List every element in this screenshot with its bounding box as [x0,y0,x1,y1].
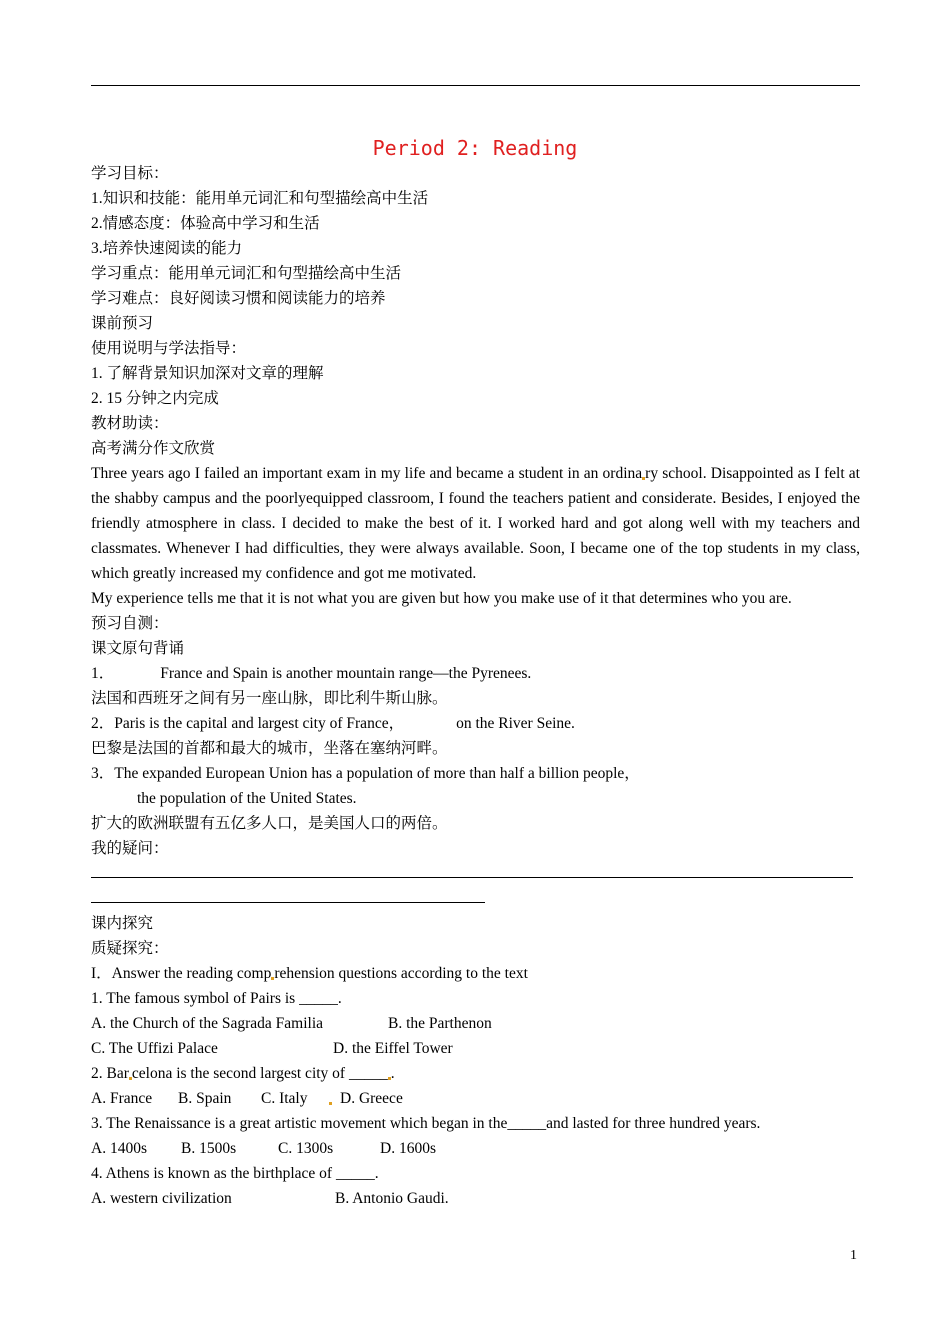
option: B. 1500s [181,1140,237,1157]
question-4: 4. Athens is known as the birthplace of _____. [91,1165,379,1182]
objective-item: 3.培养快速阅读的能力 [91,240,243,257]
question-text: . [390,1065,395,1082]
sentence-1-translation: 法国和西班牙之间有另一座山脉，即比利牛斯山脉。 [91,690,448,707]
option: A. France [91,1090,153,1107]
sentence-3: 3．The expanded European Union has a population of more than half a billion people， [91,765,640,782]
textbook-help-heading: 教材助读： [91,415,169,432]
inquiry-heading: 质疑探究： [91,940,169,957]
edit-mark [329,1102,332,1105]
sentence-number: 1． [91,665,115,682]
option: A. western civilization [91,1190,232,1207]
sentence-text: 2．Paris is the capital and largest city of France， [91,715,405,732]
question-3: 3. The Renaissance is a great artistic movement which began in the_____and lasted for three hundred years. [91,1115,761,1132]
sentence-3-translation: 扩大的欧洲联盟有五亿多人口，是美国人口的两倍。 [91,815,448,832]
guide-item: 1. 了解背景知识加深对文章的理解 [91,365,324,382]
recite-heading: 课文原句背诵 [91,640,185,657]
sentence-2-translation: 巴黎是法国的首都和最大的城市，坐落在塞纳河畔。 [91,740,448,757]
option: B. Antonio Gaudi. [335,1190,449,1207]
my-questions-heading: 我的疑问： [91,840,169,857]
option: D. 1600s [380,1140,436,1157]
guide-item: 2. 15 分钟之内完成 [91,390,219,407]
page-number: 1 [850,1248,857,1263]
answer-line[interactable] [91,886,860,911]
question-1: 1. The famous symbol of Pairs is _____. [91,990,342,1007]
option: A. the Church of the Sagrada Familia [91,1015,324,1032]
sentence-2 [91,711,860,736]
preview-heading: 课前预习 [91,315,154,332]
question-1-options [91,1011,860,1036]
question-3-options [91,1136,860,1161]
class-section-heading: 课内探究 [91,915,154,932]
sentence-1 [91,661,860,686]
option: A. 1400s [91,1140,147,1157]
answer-rule [91,877,853,878]
guide-heading: 使用说明与学法指导： [91,340,247,357]
option: D. the Eiffel Tower [333,1040,453,1057]
sentence-text: France and Spain is another mountain range—the Pyrenees. [160,665,532,682]
option: C. Italy [261,1090,308,1107]
option: C. 1300s [278,1140,334,1157]
question-text: celona is the second largest city of _____ [131,1065,388,1082]
essay-text: ry school. Disappointed as I felt at the shabby campus and the poorlyequipped classroom, I found the teachers patient and considerate. Besides, I enjoyed the friendly atmosphere in class. I decided to make the best of it. I worked hard and got along well with my teachers and classmates. Whenever I had difficulties, they were always available. Soon, I became one of the top students in my class, which greatly increased my confidence and got me motivated. [91,465,860,582]
question-1-options [91,1036,860,1061]
instruction [91,961,860,986]
sentence-3-continued [91,786,860,811]
essay-heading: 高考满分作文欣赏 [91,440,216,457]
sentence-text: on the River Seine. [456,715,575,732]
option: B. the Parthenon [388,1015,492,1032]
question-4-options [91,1186,860,1211]
answer-line[interactable] [91,861,860,886]
question-text: 2. Bar [91,1065,129,1082]
essay-text: Three years ago I failed an important exam in my life and became a student in an ordina [91,465,643,482]
option: C. The Uffizi Palace [91,1040,218,1057]
key-point: 学习重点：能用单元词汇和句型描绘高中生活 [91,265,402,282]
essay-paragraph [91,461,860,586]
page-title: Period 2: Reading [372,136,578,160]
option: D. Greece [340,1090,403,1107]
question-2-options [91,1086,860,1111]
answer-rule [91,902,485,903]
essay-paragraph: My experience tells me that it is not what you are given but how you make use of it that determines who you are. [91,590,792,607]
self-test-heading: 预习自测： [91,615,169,632]
objectives-heading: 学习目标： [91,165,169,182]
option: B. Spain [178,1090,232,1107]
header-rule [91,85,860,86]
worksheet-body [91,161,860,1211]
instruction-text: rehension questions according to the text [274,965,528,982]
instruction-text: I．Answer the reading comp [91,965,272,982]
objective-item: 1.知识和技能：能用单元词汇和句型描绘高中生活 [91,190,429,207]
objective-item: 2.情感态度：体验高中学习和生活 [91,215,320,232]
sentence-text: the population of the United States. [137,790,357,807]
difficulty-point: 学习难点：良好阅读习惯和阅读能力的培养 [91,290,386,307]
question-2 [91,1061,860,1086]
